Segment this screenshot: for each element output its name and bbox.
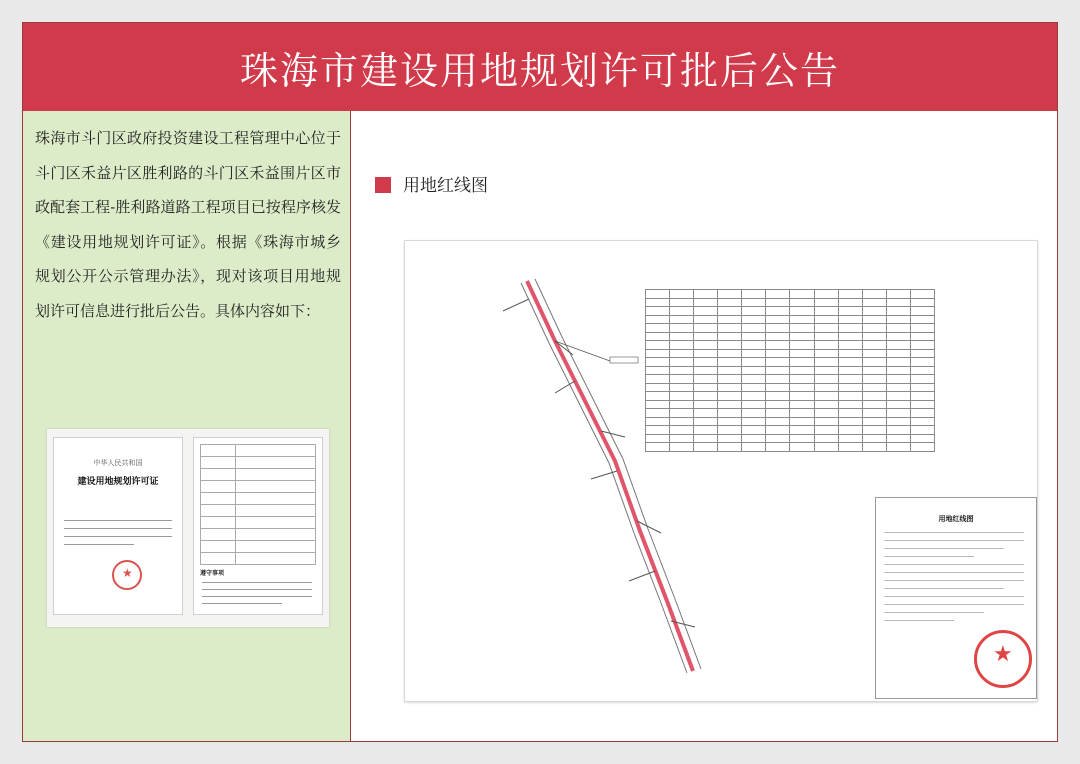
official-seal xyxy=(974,630,1032,688)
legend-square-icon xyxy=(375,177,391,193)
certificate-detail-table xyxy=(200,444,316,565)
map-panel-title: 用地红线图 xyxy=(938,515,974,523)
page-title: 珠海市建设用地规划许可批后公告 xyxy=(23,23,1057,111)
certificate-country: 中华人民共和国 xyxy=(93,459,143,467)
certificate-cover-page xyxy=(53,437,183,615)
intro-panel xyxy=(23,111,351,741)
coordinate-table xyxy=(645,289,935,452)
map-panel xyxy=(351,111,1057,741)
certificate-notice-heading: 遵守事项 xyxy=(200,570,225,577)
map-title-block xyxy=(875,497,1037,699)
certificate-detail-page xyxy=(193,437,323,615)
permit-certificate-image xyxy=(47,429,329,627)
announcement-frame xyxy=(22,22,1058,742)
legend-label: 用地红线图 xyxy=(403,176,488,196)
certificate-title: 建设用地规划许可证 xyxy=(77,477,159,487)
intro-text: 珠海市斗门区政府投资建设工程管理中心位于斗门区禾益片区胜利路的斗门区禾益围片区市政配套工程-胜利路道路工程项目已按程序核发《建设用地规划许可证》。根据《珠海市城乡规划公开公示管理办法》，现对该项目用地规划许可信息进行批后公告。具体内容如下： xyxy=(35,129,341,320)
red-line-map-image xyxy=(405,241,1037,701)
certificate-seal xyxy=(112,560,142,590)
